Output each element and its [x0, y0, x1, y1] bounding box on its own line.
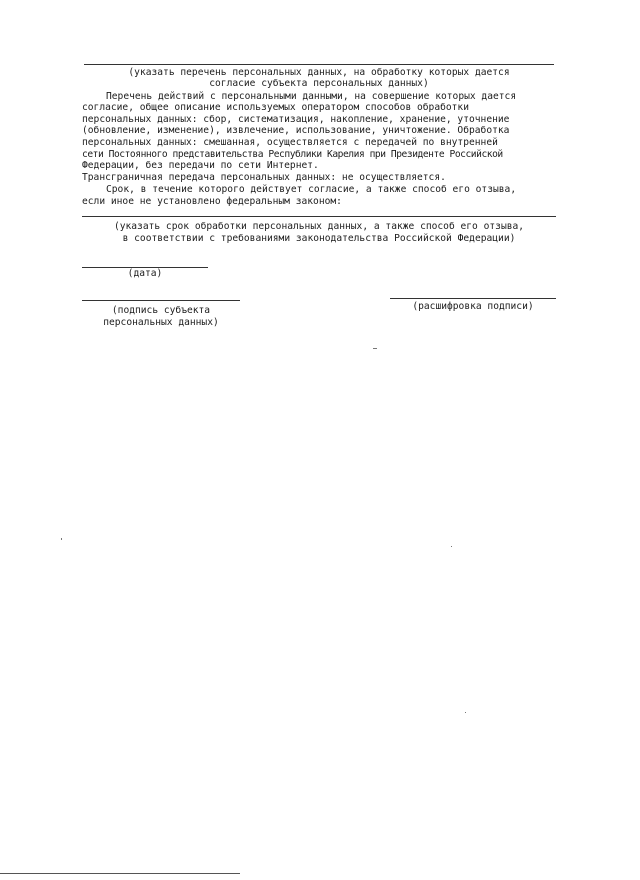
- crossborder-line: Трансграничная передача персональных данных: не осуществляется.: [82, 172, 446, 183]
- date-label: (дата): [127, 268, 163, 279]
- signature-label-line-1: (подпись субъекта: [111, 305, 211, 316]
- term-hint-line-2: в соответствии с требованиями законодательства Российской Федерации): [122, 233, 516, 244]
- actions-paragraph-line-6: сети Постоянного представительства Республики Карелия при Президенте Российской: [82, 149, 503, 160]
- term-hint-line-1: (указать срок обработки персональных данных, а также способ его отзыва,: [113, 221, 525, 232]
- actions-paragraph-line-4: (обновление, изменение), извлечение, использование, уничтожение. Обработка: [82, 125, 510, 136]
- actions-paragraph-line-2: согласие, общее описание используемых оператором способов обработки: [82, 102, 469, 113]
- term-fill-line: [82, 216, 556, 217]
- scan-bottom-edge: [0, 873, 240, 874]
- actions-paragraph-line-7: Федерации, без передачи по сети Интернет.: [82, 160, 319, 171]
- term-paragraph-line-1: Срок, в течение которого действует согласие, а также способ его отзыва,: [106, 184, 517, 195]
- scan-speck: [373, 348, 377, 349]
- actions-paragraph-line-3: персональных данных: сбор, систематизация, накопление, хранение, уточнение: [82, 114, 510, 125]
- personal-data-fill-line: [84, 64, 554, 65]
- personal-data-hint-line-1: (указать перечень персональных данных, на обработку которых дается: [128, 67, 510, 78]
- scan-speck: [465, 712, 466, 713]
- actions-paragraph-line-1: Перечень действий с персональными данными, на совершение которых дается: [106, 91, 517, 102]
- decoding-label: (расшифровка подписи): [412, 301, 534, 312]
- actions-paragraph-line-5: персональных данных: смешанная, осуществляется с передачей по внутренней: [82, 137, 498, 148]
- decoding-fill-line: [390, 298, 556, 299]
- term-paragraph-line-2: если иное не установлено федеральным законом:: [82, 196, 342, 207]
- signature-label-line-2: персональных данных): [103, 317, 219, 328]
- scan-speck: [61, 538, 62, 540]
- scan-speck: [451, 546, 452, 547]
- personal-data-hint-line-2: согласие субъекта персональных данных): [209, 78, 429, 89]
- signature-fill-line: [82, 300, 240, 301]
